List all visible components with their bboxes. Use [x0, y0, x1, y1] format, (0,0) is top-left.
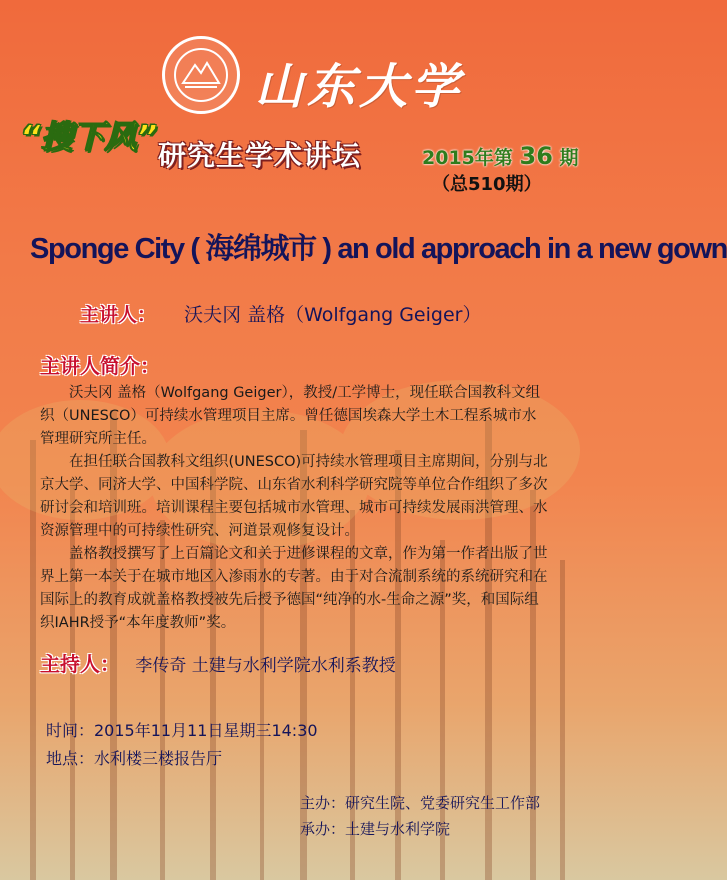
university-logo — [162, 36, 240, 114]
speaker-bio — [40, 382, 548, 635]
event-place: 地点：水利楼三楼报告厅 — [46, 749, 223, 768]
host-name: 李传奇 土建与水利学院水利系教授 — [135, 656, 396, 676]
host-label: 主持人： — [40, 652, 120, 676]
bio-paragraph: 盖格教授撰写了上百篇论文和关于进修课程的文章，作为第一作者出版了世界上第一本关于在城市地区入渗雨水的专著。由于对合流制系统的系统研究和在国际上的教育成就盖格教授被先后授予德国“纯净的水-生命之源”奖，和国际组织IAHR授予“本年度教师”奖。 — [40, 546, 548, 631]
event-time: 时间：2015年11月11日星期三14:30 — [46, 721, 318, 740]
series-name: “搜下风” — [20, 118, 158, 156]
bio-paragraph: 沃夫冈 盖格（Wolfgang Geiger），教授/工学博士，现任联合国教科文组织（UNESCO）可持续水管理项目主席。曾任德国埃森大学土木工程系城市水管理研究所主任。 — [40, 385, 541, 447]
bio-paragraph: 在担任联合国教科文组织(UNESCO)可持续水管理项目主席期间，分别与北京大学、同济大学、中国科学院、山东省水利科学研究院等单位合作组织了多次研讨会和培训班。培训课程主要包括城市水管理、城市可持续发展雨洪管理、水资源管理中的可持续性研究、河道景观修复设计。 — [40, 454, 548, 539]
undertake-organizer: 承办：土建与水利学院 — [300, 820, 451, 838]
issue-year: 2015年第 — [422, 147, 513, 169]
speaker-row — [80, 300, 481, 327]
total-issue: （总510期） — [432, 174, 542, 195]
issue-number: 36 — [519, 142, 553, 170]
host-organizer: 主办：研究生院、党委研究生工作部 — [300, 794, 541, 812]
host-row — [40, 648, 396, 677]
speaker-name: 沃夫冈 盖格（Wolfgang Geiger） — [184, 304, 482, 326]
issue-info — [422, 142, 579, 170]
mountain-emblem-icon — [173, 47, 229, 103]
lecture-title: Sponge City ( 海绵城市 ) an old approach in a new gown — [30, 233, 727, 265]
series-banner — [20, 112, 580, 172]
intro-heading: 主讲人简介： — [40, 354, 160, 378]
school-name: 山东大学 — [255, 59, 464, 115]
speaker-label: 主讲人： — [80, 304, 157, 326]
issue-suffix: 期 — [559, 147, 579, 169]
forum-name: 研究生学术讲坛 — [158, 139, 362, 172]
